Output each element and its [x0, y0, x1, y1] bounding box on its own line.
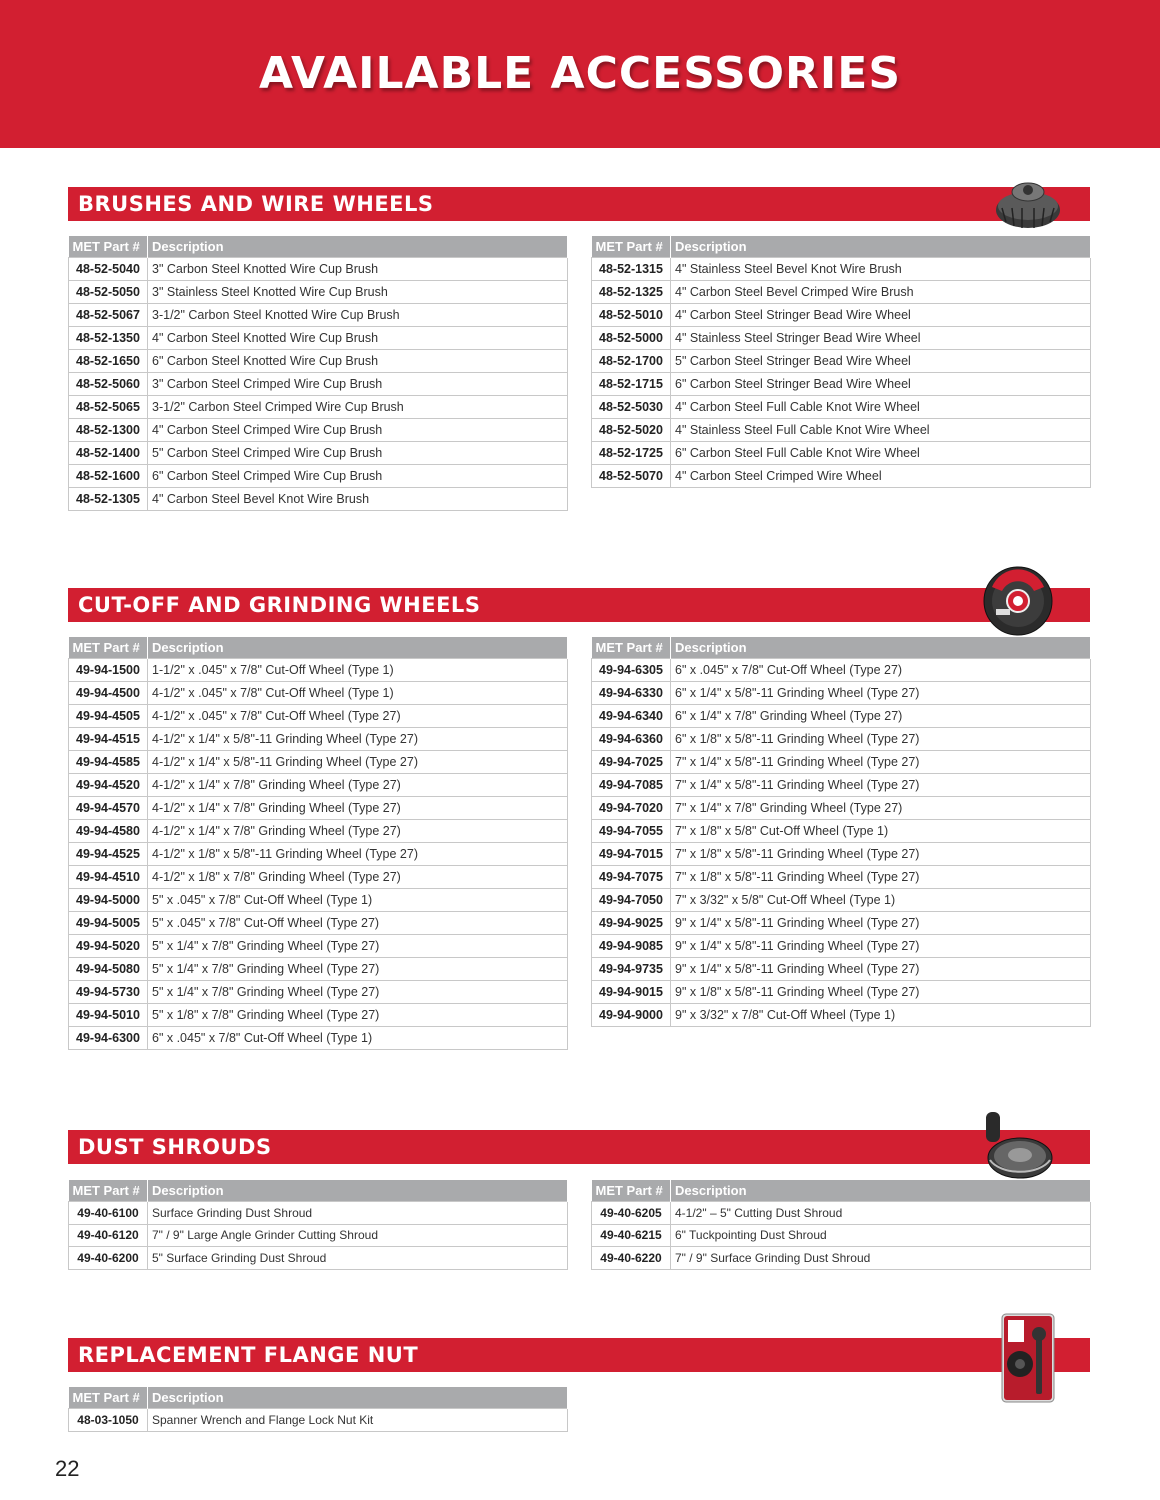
description-cell: 4" Carbon Steel Full Cable Knot Wire Wheel [671, 396, 1091, 419]
part-number-cell: 49-94-4525 [69, 843, 148, 866]
description-cell: 6" Carbon Steel Full Cable Knot Wire Wheel [671, 442, 1091, 465]
table-row [69, 705, 568, 728]
part-number-cell: 49-40-6215 [592, 1224, 671, 1247]
page-number: 22 [55, 1456, 80, 1481]
part-number-cell: 48-52-1315 [592, 258, 671, 281]
part-number-cell: 48-52-1300 [69, 419, 148, 442]
table-row [69, 958, 568, 981]
part-number-cell: 49-94-5080 [69, 958, 148, 981]
part-number-cell: 48-52-5060 [69, 373, 148, 396]
table-row [69, 889, 568, 912]
part-number-cell: 49-94-1500 [69, 659, 148, 682]
table-row [69, 281, 568, 304]
part-number-cell: 49-94-4580 [69, 820, 148, 843]
description-cell: 7" x 1/8" x 5/8"-11 Grinding Wheel (Type 27) [671, 866, 1091, 889]
table-row [592, 866, 1091, 889]
table-row [69, 1004, 568, 1027]
description-cell: 4" Stainless Steel Full Cable Knot Wire Wheel [671, 419, 1091, 442]
table-row [69, 797, 568, 820]
section-bar-cutoff [68, 588, 1090, 622]
table-row [69, 396, 568, 419]
column-header-description: Description [148, 1387, 568, 1409]
section-title-brushes: BRUSHES AND WIRE WHEELS [78, 192, 434, 216]
part-number-cell: 49-40-6220 [592, 1247, 671, 1270]
table-row [592, 843, 1091, 866]
description-cell: 5" Carbon Steel Stringer Bead Wire Wheel [671, 350, 1091, 373]
section-bar-shrouds [68, 1130, 1090, 1164]
section-title-shrouds: DUST SHROUDS [78, 1135, 272, 1159]
description-cell: 3-1/2" Carbon Steel Knotted Wire Cup Brush [148, 304, 568, 327]
description-cell: 4-1/2" x 1/4" x 7/8" Grinding Wheel (Type 27) [148, 797, 568, 820]
description-cell: 4" Carbon Steel Bevel Knot Wire Brush [148, 488, 568, 511]
description-cell: 7" x 1/8" x 5/8" Cut-Off Wheel (Type 1) [671, 820, 1091, 843]
table-row [592, 1202, 1091, 1225]
description-cell: 7" / 9" Large Angle Grinder Cutting Shroud [148, 1224, 568, 1247]
column-header-description: Description [148, 637, 568, 659]
column-header-description: Description [671, 236, 1091, 258]
description-cell: 7" x 1/4" x 5/8"-11 Grinding Wheel (Type 27) [671, 751, 1091, 774]
table-row [592, 889, 1091, 912]
part-number-cell: 48-52-1305 [69, 488, 148, 511]
description-cell: 4-1/2" x 1/8" x 7/8" Grinding Wheel (Type 27) [148, 866, 568, 889]
description-cell: 5" Carbon Steel Crimped Wire Cup Brush [148, 442, 568, 465]
part-number-cell: 49-94-4510 [69, 866, 148, 889]
table-row [69, 820, 568, 843]
table-row [69, 304, 568, 327]
description-cell: Spanner Wrench and Flange Lock Nut Kit [148, 1409, 568, 1432]
column-header-part: MET Part # [592, 637, 671, 659]
part-number-cell: 49-40-6200 [69, 1247, 148, 1270]
description-cell: 4-1/2" x 1/8" x 5/8"-11 Grinding Wheel (Type 27) [148, 843, 568, 866]
part-number-cell: 49-94-7015 [592, 843, 671, 866]
part-number-cell: 48-52-1400 [69, 442, 148, 465]
description-cell: 9" x 1/4" x 5/8"-11 Grinding Wheel (Type 27) [671, 912, 1091, 935]
flange-table [68, 1387, 568, 1432]
description-cell: 5" x .045" x 7/8" Cut-Off Wheel (Type 1) [148, 889, 568, 912]
table-row [69, 350, 568, 373]
table-row [592, 912, 1091, 935]
column-header-part: MET Part # [592, 1180, 671, 1202]
shrouds-table-left [68, 1180, 568, 1270]
table-row [69, 1027, 568, 1050]
description-cell: 4" Stainless Steel Stringer Bead Wire Wheel [671, 327, 1091, 350]
part-number-cell: 49-40-6100 [69, 1202, 148, 1225]
description-cell: 5" x .045" x 7/8" Cut-Off Wheel (Type 27) [148, 912, 568, 935]
description-cell: 3" Stainless Steel Knotted Wire Cup Brush [148, 281, 568, 304]
description-cell: 5" x 1/4" x 7/8" Grinding Wheel (Type 27) [148, 958, 568, 981]
part-number-cell: 48-52-5050 [69, 281, 148, 304]
table-row [592, 981, 1091, 1004]
table-row [69, 682, 568, 705]
table-row [69, 1409, 568, 1432]
description-cell: 6" x 1/8" x 5/8"-11 Grinding Wheel (Type 27) [671, 728, 1091, 751]
description-cell: Surface Grinding Dust Shroud [148, 1202, 568, 1225]
description-cell: 4-1/2" x .045" x 7/8" Cut-Off Wheel (Type 1) [148, 682, 568, 705]
table-row [69, 751, 568, 774]
table-row [592, 465, 1091, 488]
description-cell: 6" Carbon Steel Stringer Bead Wire Wheel [671, 373, 1091, 396]
cutoff-table-left [68, 637, 568, 1050]
part-number-cell: 48-52-5040 [69, 258, 148, 281]
part-number-cell: 48-52-1715 [592, 373, 671, 396]
description-cell: 4-1/2" x .045" x 7/8" Cut-Off Wheel (Type 27) [148, 705, 568, 728]
table-row [69, 659, 568, 682]
part-number-cell: 48-52-1725 [592, 442, 671, 465]
table-row [592, 705, 1091, 728]
part-number-cell: 49-94-7075 [592, 866, 671, 889]
description-cell: 4" Carbon Steel Bevel Crimped Wire Brush [671, 281, 1091, 304]
description-cell: 3-1/2" Carbon Steel Crimped Wire Cup Brush [148, 396, 568, 419]
section-bar-brushes [68, 187, 1090, 221]
table-row [592, 304, 1091, 327]
part-number-cell: 49-94-9015 [592, 981, 671, 1004]
table-row [592, 774, 1091, 797]
part-number-cell: 49-94-5730 [69, 981, 148, 1004]
part-number-cell: 48-52-5070 [592, 465, 671, 488]
table-row [592, 935, 1091, 958]
part-number-cell: 48-52-5067 [69, 304, 148, 327]
column-header-part: MET Part # [69, 1180, 148, 1202]
table-row [592, 350, 1091, 373]
description-cell: 5" Surface Grinding Dust Shroud [148, 1247, 568, 1270]
part-number-cell: 49-94-5020 [69, 935, 148, 958]
description-cell: 4" Carbon Steel Knotted Wire Cup Brush [148, 327, 568, 350]
part-number-cell: 49-94-6360 [592, 728, 671, 751]
table-row [592, 797, 1091, 820]
table-row [592, 751, 1091, 774]
part-number-cell: 48-52-5000 [592, 327, 671, 350]
column-header-description: Description [671, 1180, 1091, 1202]
part-number-cell: 49-94-4570 [69, 797, 148, 820]
brushes-table-right [591, 236, 1091, 488]
table-row [69, 1247, 568, 1270]
table-row [69, 935, 568, 958]
table-row [69, 728, 568, 751]
part-number-cell: 49-94-9025 [592, 912, 671, 935]
table-row [592, 281, 1091, 304]
part-number-cell: 49-94-9735 [592, 958, 671, 981]
part-number-cell: 49-94-4520 [69, 774, 148, 797]
part-number-cell: 49-94-5010 [69, 1004, 148, 1027]
table-row [69, 912, 568, 935]
part-number-cell: 49-94-7050 [592, 889, 671, 912]
table-row [592, 1224, 1091, 1247]
table-row [69, 258, 568, 281]
table-row [69, 774, 568, 797]
table-row [592, 682, 1091, 705]
wire-cup-brush-image [992, 176, 1064, 232]
table-row [69, 419, 568, 442]
part-number-cell: 49-94-7085 [592, 774, 671, 797]
part-number-cell: 49-94-6305 [592, 659, 671, 682]
part-number-cell: 48-52-1350 [69, 327, 148, 350]
column-header-part: MET Part # [592, 236, 671, 258]
part-number-cell: 49-94-4500 [69, 682, 148, 705]
part-number-cell: 49-40-6120 [69, 1224, 148, 1247]
table-row [592, 258, 1091, 281]
description-cell: 9" x 1/8" x 5/8"-11 Grinding Wheel (Type 27) [671, 981, 1091, 1004]
part-number-cell: 49-40-6205 [592, 1202, 671, 1225]
header-banner [0, 0, 1160, 148]
part-number-cell: 49-94-9000 [592, 1004, 671, 1027]
description-cell: 4" Carbon Steel Crimped Wire Cup Brush [148, 419, 568, 442]
part-number-cell: 49-94-6300 [69, 1027, 148, 1050]
description-cell: 6" x .045" x 7/8" Cut-Off Wheel (Type 27) [671, 659, 1091, 682]
part-number-cell: 49-94-7025 [592, 751, 671, 774]
table-row [592, 659, 1091, 682]
section-title-cutoff: CUT-OFF AND GRINDING WHEELS [78, 593, 481, 617]
column-header-part: MET Part # [69, 236, 148, 258]
page-title: AVAILABLE ACCESSORIES [258, 48, 902, 99]
table-row [69, 373, 568, 396]
description-cell: 7" x 3/32" x 5/8" Cut-Off Wheel (Type 1) [671, 889, 1091, 912]
part-number-cell: 49-94-4585 [69, 751, 148, 774]
description-cell: 6" x .045" x 7/8" Cut-Off Wheel (Type 1) [148, 1027, 568, 1050]
description-cell: 4-1/2" x 1/4" x 5/8"-11 Grinding Wheel (Type 27) [148, 728, 568, 751]
description-cell: 5" x 1/4" x 7/8" Grinding Wheel (Type 27) [148, 935, 568, 958]
description-cell: 7" x 1/4" x 5/8"-11 Grinding Wheel (Type 27) [671, 774, 1091, 797]
table-row [69, 442, 568, 465]
table-row [592, 442, 1091, 465]
table-row [69, 1202, 568, 1225]
description-cell: 9" x 1/4" x 5/8"-11 Grinding Wheel (Type 27) [671, 958, 1091, 981]
table-row [69, 981, 568, 1004]
table-row [592, 327, 1091, 350]
section-bar-flange [68, 1338, 1090, 1372]
description-cell: 4" Carbon Steel Stringer Bead Wire Wheel [671, 304, 1091, 327]
description-cell: 5" x 1/4" x 7/8" Grinding Wheel (Type 27) [148, 981, 568, 1004]
part-number-cell: 49-94-7055 [592, 820, 671, 843]
description-cell: 7" x 1/4" x 7/8" Grinding Wheel (Type 27) [671, 797, 1091, 820]
part-number-cell: 48-52-1700 [592, 350, 671, 373]
description-cell: 4-1/2" – 5" Cutting Dust Shroud [671, 1202, 1091, 1225]
table-row [592, 958, 1091, 981]
column-header-description: Description [671, 637, 1091, 659]
description-cell: 4" Carbon Steel Crimped Wire Wheel [671, 465, 1091, 488]
dust-shroud-image [980, 1108, 1056, 1184]
part-number-cell: 49-94-6340 [592, 705, 671, 728]
part-number-cell: 48-52-1650 [69, 350, 148, 373]
part-number-cell: 48-52-5065 [69, 396, 148, 419]
part-number-cell: 48-52-1325 [592, 281, 671, 304]
description-cell: 6" Carbon Steel Crimped Wire Cup Brush [148, 465, 568, 488]
description-cell: 4-1/2" x 1/4" x 7/8" Grinding Wheel (Type 27) [148, 774, 568, 797]
column-header-part: MET Part # [69, 1387, 148, 1409]
brushes-table-left [68, 236, 568, 511]
section-title-flange: REPLACEMENT FLANGE NUT [78, 1343, 419, 1367]
grinding-wheel-image [982, 565, 1054, 637]
description-cell: 6" x 1/4" x 5/8"-11 Grinding Wheel (Type 27) [671, 682, 1091, 705]
table-row [592, 820, 1091, 843]
description-cell: 7" / 9" Surface Grinding Dust Shroud [671, 1247, 1091, 1270]
description-cell: 3" Carbon Steel Crimped Wire Cup Brush [148, 373, 568, 396]
table-row [69, 327, 568, 350]
table-row [592, 419, 1091, 442]
part-number-cell: 49-94-4515 [69, 728, 148, 751]
description-cell: 5" x 1/8" x 7/8" Grinding Wheel (Type 27) [148, 1004, 568, 1027]
description-cell: 4" Stainless Steel Bevel Knot Wire Brush [671, 258, 1091, 281]
part-number-cell: 48-52-5030 [592, 396, 671, 419]
cutoff-table-right [591, 637, 1091, 1027]
description-cell: 6" x 1/4" x 7/8" Grinding Wheel (Type 27) [671, 705, 1091, 728]
table-row [592, 1247, 1091, 1270]
column-header-description: Description [148, 236, 568, 258]
table-row [69, 1224, 568, 1247]
description-cell: 6" Tuckpointing Dust Shroud [671, 1224, 1091, 1247]
table-row [592, 373, 1091, 396]
column-header-part: MET Part # [69, 637, 148, 659]
table-row [592, 728, 1091, 751]
part-number-cell: 49-94-9085 [592, 935, 671, 958]
part-number-cell: 49-94-4505 [69, 705, 148, 728]
part-number-cell: 48-03-1050 [69, 1409, 148, 1432]
part-number-cell: 49-94-5005 [69, 912, 148, 935]
table-row [69, 488, 568, 511]
table-row [69, 866, 568, 889]
part-number-cell: 49-94-6330 [592, 682, 671, 705]
description-cell: 4-1/2" x 1/4" x 7/8" Grinding Wheel (Type 27) [148, 820, 568, 843]
table-row [69, 843, 568, 866]
shrouds-table-right [591, 1180, 1091, 1270]
part-number-cell: 49-94-5000 [69, 889, 148, 912]
table-row [69, 465, 568, 488]
part-number-cell: 48-52-5010 [592, 304, 671, 327]
part-number-cell: 48-52-5020 [592, 419, 671, 442]
table-row [592, 396, 1091, 419]
description-cell: 6" Carbon Steel Knotted Wire Cup Brush [148, 350, 568, 373]
description-cell: 1-1/2" x .045" x 7/8" Cut-Off Wheel (Type 1) [148, 659, 568, 682]
description-cell: 7" x 1/8" x 5/8"-11 Grinding Wheel (Type 27) [671, 843, 1091, 866]
description-cell: 4-1/2" x 1/4" x 5/8"-11 Grinding Wheel (Type 27) [148, 751, 568, 774]
part-number-cell: 48-52-1600 [69, 465, 148, 488]
flange-nut-kit-image [1000, 1312, 1056, 1404]
description-cell: 9" x 1/4" x 5/8"-11 Grinding Wheel (Type 27) [671, 935, 1091, 958]
description-cell: 9" x 3/32" x 7/8" Cut-Off Wheel (Type 1) [671, 1004, 1091, 1027]
part-number-cell: 49-94-7020 [592, 797, 671, 820]
description-cell: 3" Carbon Steel Knotted Wire Cup Brush [148, 258, 568, 281]
column-header-description: Description [148, 1180, 568, 1202]
table-row [592, 1004, 1091, 1027]
